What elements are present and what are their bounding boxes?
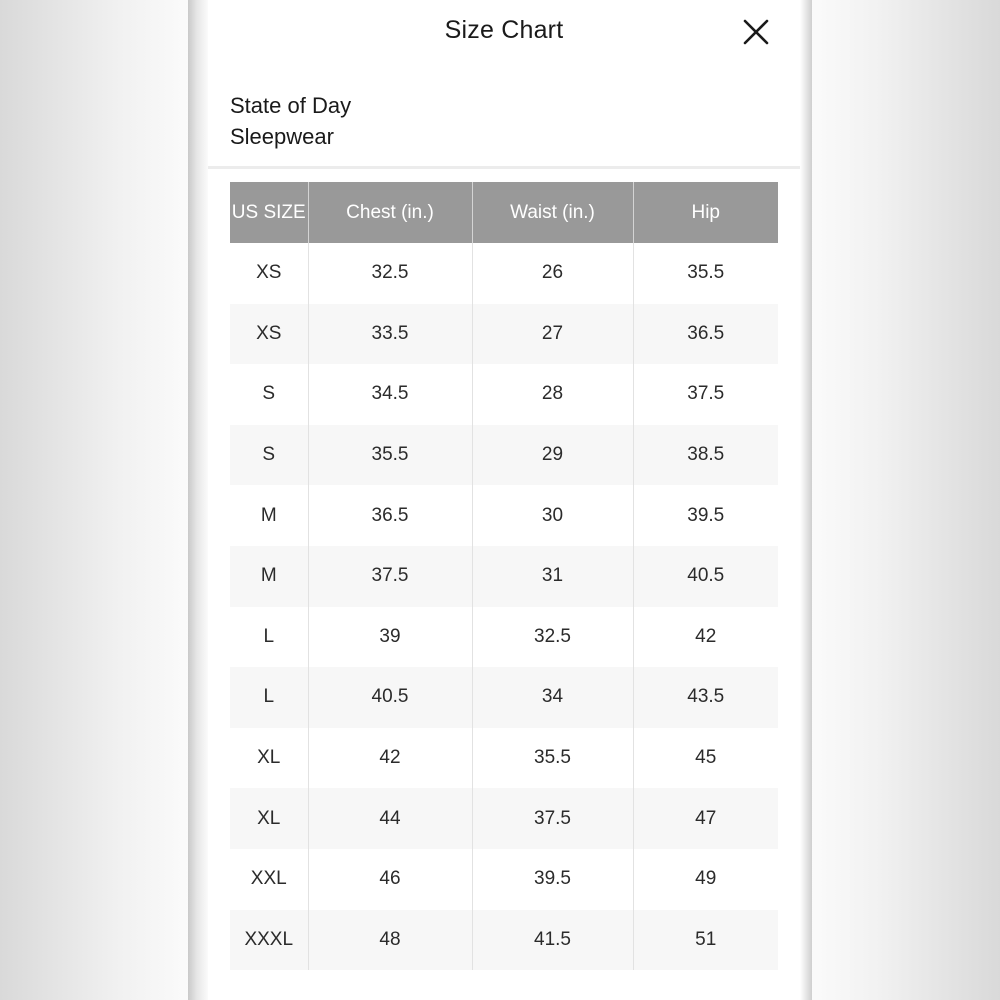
cell-waist: 28 xyxy=(472,364,633,425)
cell-hip: 51 xyxy=(633,910,778,971)
column-header-waist: Waist (in.) xyxy=(472,182,633,243)
table-header-row xyxy=(230,182,778,243)
size-table xyxy=(230,182,778,970)
cell-hip: 43.5 xyxy=(633,667,778,728)
cell-us-size: XS xyxy=(256,262,282,284)
cell-us-size: XXXL xyxy=(230,910,308,971)
table-row xyxy=(230,425,778,486)
table-row xyxy=(230,667,778,728)
close-icon xyxy=(742,18,770,46)
product-category: Sleepwear xyxy=(230,124,334,149)
cell-waist: 34 xyxy=(472,667,633,728)
cell-us-size: M xyxy=(260,504,277,526)
cell-hip: 45 xyxy=(633,728,778,789)
cell-chest: 33.5 xyxy=(308,304,472,365)
cell-chest: 39 xyxy=(308,607,472,668)
cell-chest: 46 xyxy=(308,849,472,910)
cell-waist: 30 xyxy=(472,485,633,546)
cell-us-size: L xyxy=(230,667,308,728)
brand-name: State of Day xyxy=(230,93,352,118)
cell-us-size: XL xyxy=(230,788,308,849)
cell-waist: 29 xyxy=(472,425,633,486)
cell-waist: 27 xyxy=(472,304,633,365)
cell-waist: 26 xyxy=(472,243,633,304)
cell-us-size: XXL xyxy=(250,868,287,890)
table-row xyxy=(230,546,778,607)
table-row xyxy=(230,849,778,910)
cell-waist: 31 xyxy=(472,546,633,607)
backdrop-shadow-left xyxy=(188,0,210,1000)
column-header-hip: Hip xyxy=(633,182,778,243)
table-row xyxy=(230,364,778,425)
modal-header xyxy=(208,0,800,66)
cell-hip: 47 xyxy=(633,788,778,849)
cell-hip: 39.5 xyxy=(633,485,778,546)
column-header-chest: Chest (in.) xyxy=(308,182,472,243)
cell-us-size: XL xyxy=(257,747,281,769)
cell-chest: 44 xyxy=(308,788,472,849)
divider xyxy=(208,166,800,169)
cell-us-size: S xyxy=(230,425,308,486)
cell-waist: 39.5 xyxy=(472,849,633,910)
table-row xyxy=(230,243,778,304)
cell-waist: 35.5 xyxy=(472,728,633,789)
table-row xyxy=(230,788,778,849)
cell-hip: 36.5 xyxy=(633,304,778,365)
table-row xyxy=(230,607,778,668)
modal-title: Size Chart xyxy=(444,16,564,44)
table-row xyxy=(230,910,778,971)
cell-waist: 37.5 xyxy=(472,788,633,849)
cell-chest: 48 xyxy=(308,910,472,971)
cell-hip: 38.5 xyxy=(633,425,778,486)
cell-hip: 42 xyxy=(633,607,778,668)
cell-chest: 32.5 xyxy=(308,243,472,304)
cell-waist: 41.5 xyxy=(472,910,633,971)
cell-chest: 35.5 xyxy=(308,425,472,486)
cell-hip: 37.5 xyxy=(633,364,778,425)
cell-us-size: L xyxy=(263,625,275,647)
cell-chest: 37.5 xyxy=(308,546,472,607)
cell-hip: 49 xyxy=(633,849,778,910)
cell-chest: 36.5 xyxy=(308,485,472,546)
cell-hip: 40.5 xyxy=(633,546,778,607)
cell-us-size: S xyxy=(262,383,276,405)
cell-chest: 34.5 xyxy=(308,364,472,425)
cell-chest: 42 xyxy=(308,728,472,789)
cell-hip: 35.5 xyxy=(633,243,778,304)
column-header-us-size: US SIZE xyxy=(230,182,308,243)
cell-us-size: XS xyxy=(230,304,308,365)
cell-chest: 40.5 xyxy=(308,667,472,728)
cell-waist: 32.5 xyxy=(472,607,633,668)
cell-us-size: M xyxy=(230,546,308,607)
backdrop-shadow-right xyxy=(800,0,812,1000)
product-info xyxy=(230,90,351,152)
size-chart-modal xyxy=(208,0,800,1000)
table-row xyxy=(230,728,778,789)
close-button[interactable] xyxy=(742,18,770,46)
table-row xyxy=(230,485,778,546)
table-row xyxy=(230,304,778,365)
